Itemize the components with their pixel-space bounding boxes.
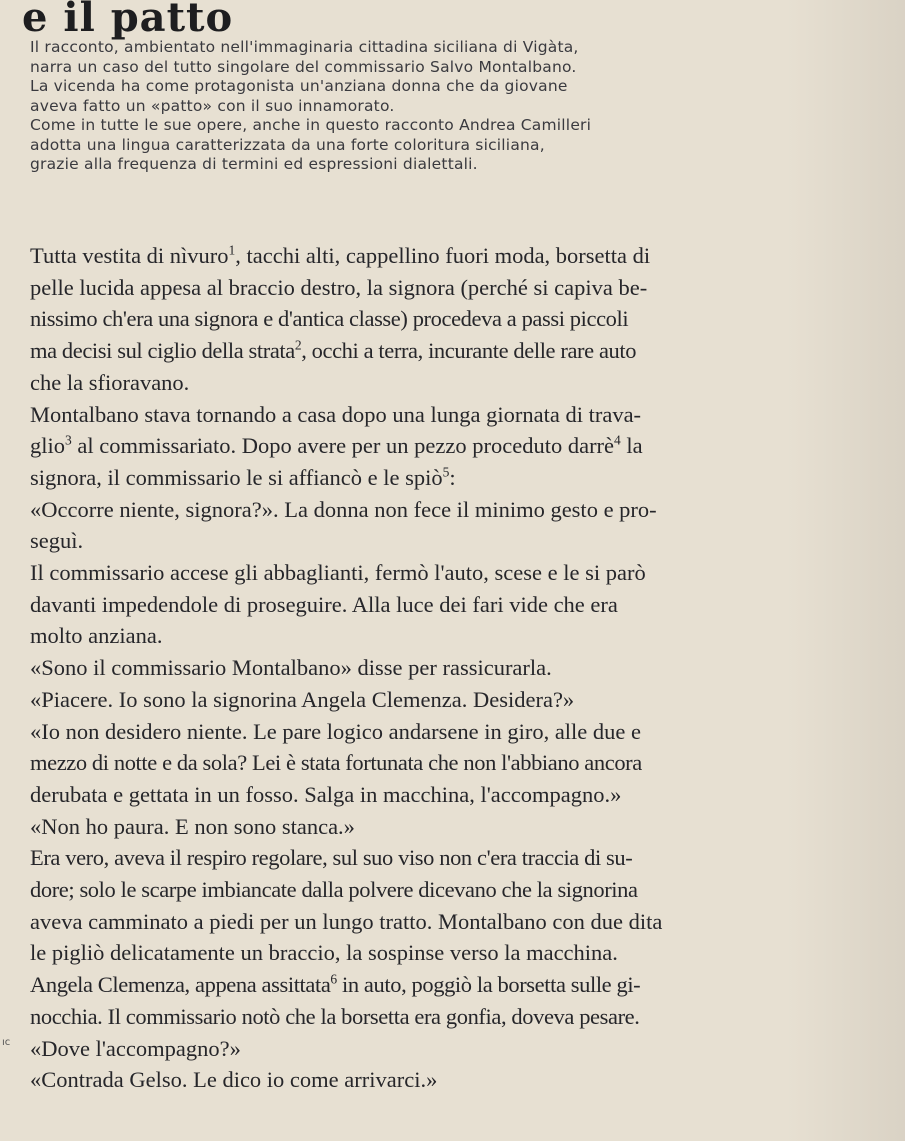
footnote-ref[interactable]: 1 xyxy=(228,242,236,258)
story-line: Montalbano stava tornando a casa dopo una lunga giornata di trava- xyxy=(30,401,642,427)
story-line: seguì. xyxy=(30,528,84,554)
story-line: aveva camminato a piedi per un lungo tratto. Montalbano con due dita xyxy=(30,908,663,934)
footnote-ref[interactable]: 3 xyxy=(65,432,72,448)
story-text xyxy=(30,240,900,1096)
story-line: signora, il commissario le si affiancò e le spiò$^5$: xyxy=(30,464,456,490)
story-line: glio$^3$ al commissariato. Dopo avere per un pezzo proceduto darrè$^4$ la xyxy=(30,432,643,459)
story-line: che la sfioravano. xyxy=(30,369,190,395)
story-line: Tutta vestita di nìvuro$^1$, tacchi alti, cappellino fuori moda, borsetta di xyxy=(30,242,651,268)
story-line: derubata e gettata in un fosso. Salga in macchina, l'accompagno.» xyxy=(30,781,622,807)
story-line: le pigliò delicatamente un braccio, la sospinse verso la macchina. xyxy=(30,940,618,966)
intro-line: narra un caso del tutto singolare del commissario Salvo Montalbano. xyxy=(30,57,577,76)
story-line: «Sono il commissario Montalbano» disse per rassicurarla. xyxy=(30,655,552,681)
story-line: «Occorre niente, signora?». La donna non fece il minimo gesto e pro- xyxy=(30,496,657,522)
story-line: nissimo ch'era una signora e d'antica classe) procedeva a passi piccoli xyxy=(30,306,629,332)
story-line: «Dove l'accompagno?» xyxy=(30,1035,241,1061)
intro-line: adotta una lingua caratterizzata da una forte coloritura siciliana, xyxy=(30,135,545,154)
story-line: ma decisi sul ciglio della strata$^2$, occhi a terra, incurante delle rare auto xyxy=(30,337,637,364)
story-line: mezzo di notte e da sola? Lei è stata fortunata che non l'abbiano ancora xyxy=(30,750,642,776)
story-line: «Non ho paura. E non sono stanca.» xyxy=(30,813,355,839)
story-line: nocchia. Il commissario notò che la borsetta era gonfia, doveva pesare. xyxy=(30,1003,640,1029)
intro-line: Il racconto, ambientato nell'immaginaria cittadina siciliana di Vigàta, xyxy=(30,38,579,56)
footnote-ref[interactable]: 4 xyxy=(614,432,621,448)
story-line: pelle lucida appesa al braccio destro, la signora (perché si capiva be- xyxy=(30,274,648,300)
margin-mark: ıc xyxy=(2,1037,11,1048)
story-line: dore; solo le scarpe imbiancate dalla polvere dicevano che la signorina xyxy=(30,877,638,903)
footnote-ref[interactable]: 2 xyxy=(294,337,302,353)
footnote-ref[interactable]: 6 xyxy=(330,971,337,987)
story-line: «Io non desidero niente. Le pare logico andarsene in giro, alle due e xyxy=(30,718,642,744)
story-line: Il commissario accese gli abbaglianti, fermò l'auto, scese e le si parò xyxy=(30,560,646,586)
intro-line: Come in tutte le sue opere, anche in questo racconto Andrea Camilleri xyxy=(30,116,592,134)
story-line: davanti impedendole di proseguire. Alla luce dei fari vide che era xyxy=(30,591,618,617)
intro-paragraph xyxy=(30,38,890,175)
story-line: molto anziana. xyxy=(30,623,163,649)
intro-line: aveva fatto un «patto» con il suo innamorato. xyxy=(30,96,395,115)
story-line: Angela Clemenza, appena assittata$^6$ in auto, poggiò la borsetta sulle gi- xyxy=(30,971,641,998)
story-line: Era vero, aveva il respiro regolare, sul suo viso non c'era traccia di su- xyxy=(30,845,633,871)
intro-line: La vicenda ha come protagonista un'anziana donna che da giovane xyxy=(30,77,568,95)
story-line: «Contrada Gelso. Le dico io come arrivarci.» xyxy=(30,1067,438,1093)
story-line: «Piacere. Io sono la signorina Angela Clemenza. Desidera?» xyxy=(30,686,575,712)
footnote-ref[interactable]: 5 xyxy=(442,464,450,480)
page-title: e il patto xyxy=(22,0,234,41)
intro-line: grazie alla frequenza di termini ed espressioni dialettali. xyxy=(30,155,478,173)
